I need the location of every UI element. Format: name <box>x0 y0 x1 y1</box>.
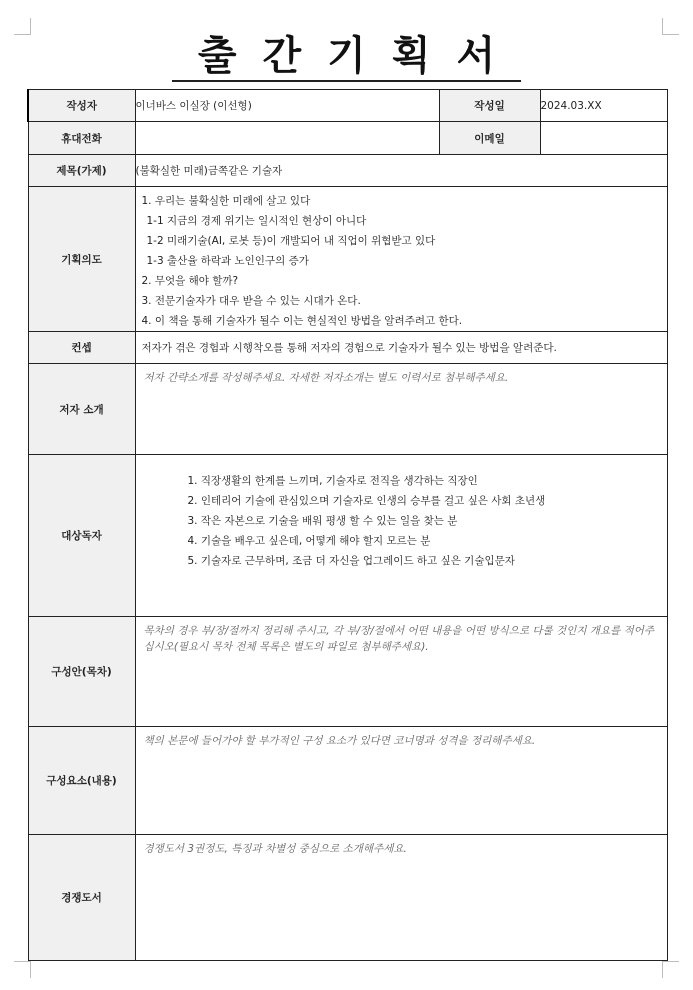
row-concept <box>28 332 667 364</box>
row-author <box>28 90 667 122</box>
target-item: 5. 기술자로 근무하며, 조금 더 자신을 업그레이드 하고 싶은 기술입문자 <box>187 555 515 567</box>
competitors-label: 경쟁도서 <box>28 835 135 961</box>
toc-value[interactable] <box>135 617 667 727</box>
author-label: 작성자 <box>28 90 135 122</box>
author-intro-label: 저자 소개 <box>28 364 135 455</box>
intent-line: 2. 무엇을 해야 할까? <box>141 275 239 287</box>
intent-line: 1-3 출산율 하락과 노인인구의 증가 <box>146 255 309 267</box>
date-label: 작성일 <box>439 90 540 122</box>
target-item: 3. 작은 자본으로 기술을 배워 평생 할 수 있는 일을 찾는 분 <box>187 515 458 527</box>
elements-value[interactable] <box>135 727 667 835</box>
crop-mark-bottom-left <box>14 961 31 978</box>
target-item: 1. 직장생활의 한계를 느끼며, 기술자로 전직을 생각하는 직장인 <box>187 475 478 487</box>
document-title-wrap <box>0 34 693 82</box>
subject-label: 제목(가제) <box>28 155 135 187</box>
target-item: 4. 기술을 배우고 싶은데, 어떻게 해야 할지 모르는 분 <box>187 535 431 547</box>
concept-value[interactable]: 저자가 겪은 경험과 시행착오를 통해 저자의 경험으로 기술자가 될수 있는 방법을 알려준다. <box>135 332 667 364</box>
target-list <box>136 455 667 571</box>
row-subject <box>28 155 667 187</box>
phone-value[interactable] <box>135 122 439 155</box>
phone-label: 휴대전화 <box>28 122 135 155</box>
toc-label: 구성안(목차) <box>28 617 135 727</box>
crop-mark-top-left <box>14 18 31 35</box>
author-intro-value[interactable] <box>135 364 667 455</box>
intent-value[interactable] <box>135 187 667 332</box>
row-competitors <box>28 835 667 961</box>
row-author-intro <box>28 364 667 455</box>
intent-line: 3. 전문기술자가 대우 받을 수 있는 시대가 온다. <box>141 295 361 307</box>
intent-label: 기획의도 <box>28 187 135 332</box>
row-toc <box>28 617 667 727</box>
subject-value[interactable]: (불확실한 미래)금쪽같은 기술자 <box>135 155 667 187</box>
document-title: 출간기획서 <box>172 34 521 82</box>
elements-hint: 책의 본문에 들어가야 할 부가적인 구성 요소가 있다면 코너명과 성격을 정리해주세요. <box>143 735 536 747</box>
email-value[interactable] <box>540 122 667 155</box>
row-target <box>28 455 667 617</box>
target-value[interactable] <box>135 455 667 617</box>
toc-hint: 목차의 경우 부/장/절까지 정리해 주시고, 각 부/장/절에서 어떤 내용을 어떤 방식으로 다룰 것인지 개요를 적어주십시오(필요시 목차 전체 목록은 별도의 파일로 첨부해주세요). <box>143 625 655 653</box>
row-elements <box>28 727 667 835</box>
author-value[interactable]: 이너바스 이실장 (이선형) <box>135 90 439 122</box>
crop-mark-bottom-right <box>662 961 679 978</box>
row-intent <box>28 187 667 332</box>
intent-list <box>136 187 667 331</box>
elements-label: 구성요소(내용) <box>28 727 135 835</box>
crop-mark-top-right <box>662 18 679 35</box>
author-intro-hint: 저자 간략소개를 작성해주세요. 자세한 저자소개는 별도 이력서로 첨부해주세요. <box>143 372 509 384</box>
intent-line: 1-2 미래기술(AI, 로봇 등)이 개발되어 내 직업이 위협받고 있다 <box>146 235 436 247</box>
row-phone <box>28 122 667 155</box>
competitors-value[interactable] <box>135 835 667 961</box>
intent-line: 4. 이 책을 통해 기술자가 될수 이는 현실적인 방법을 알려주려고 한다. <box>141 315 463 327</box>
date-value[interactable]: 2024.03.XX <box>540 90 667 122</box>
competitors-hint: 경쟁도서 3권정도, 특징과 차별성 중심으로 소개해주세요. <box>143 843 407 855</box>
intent-line: 1. 우리는 불확실한 미래에 살고 있다 <box>141 195 311 207</box>
proposal-form-table <box>27 89 668 961</box>
target-label: 대상독자 <box>28 455 135 617</box>
concept-label: 컨셉 <box>28 332 135 364</box>
target-item: 2. 인테리어 기술에 관심있으며 기술자로 인생의 승부를 걸고 싶은 사회 초년생 <box>187 495 546 507</box>
email-label: 이메일 <box>439 122 540 155</box>
intent-line: 1-1 지금의 경제 위기는 일시적인 현상이 아니다 <box>146 215 367 227</box>
